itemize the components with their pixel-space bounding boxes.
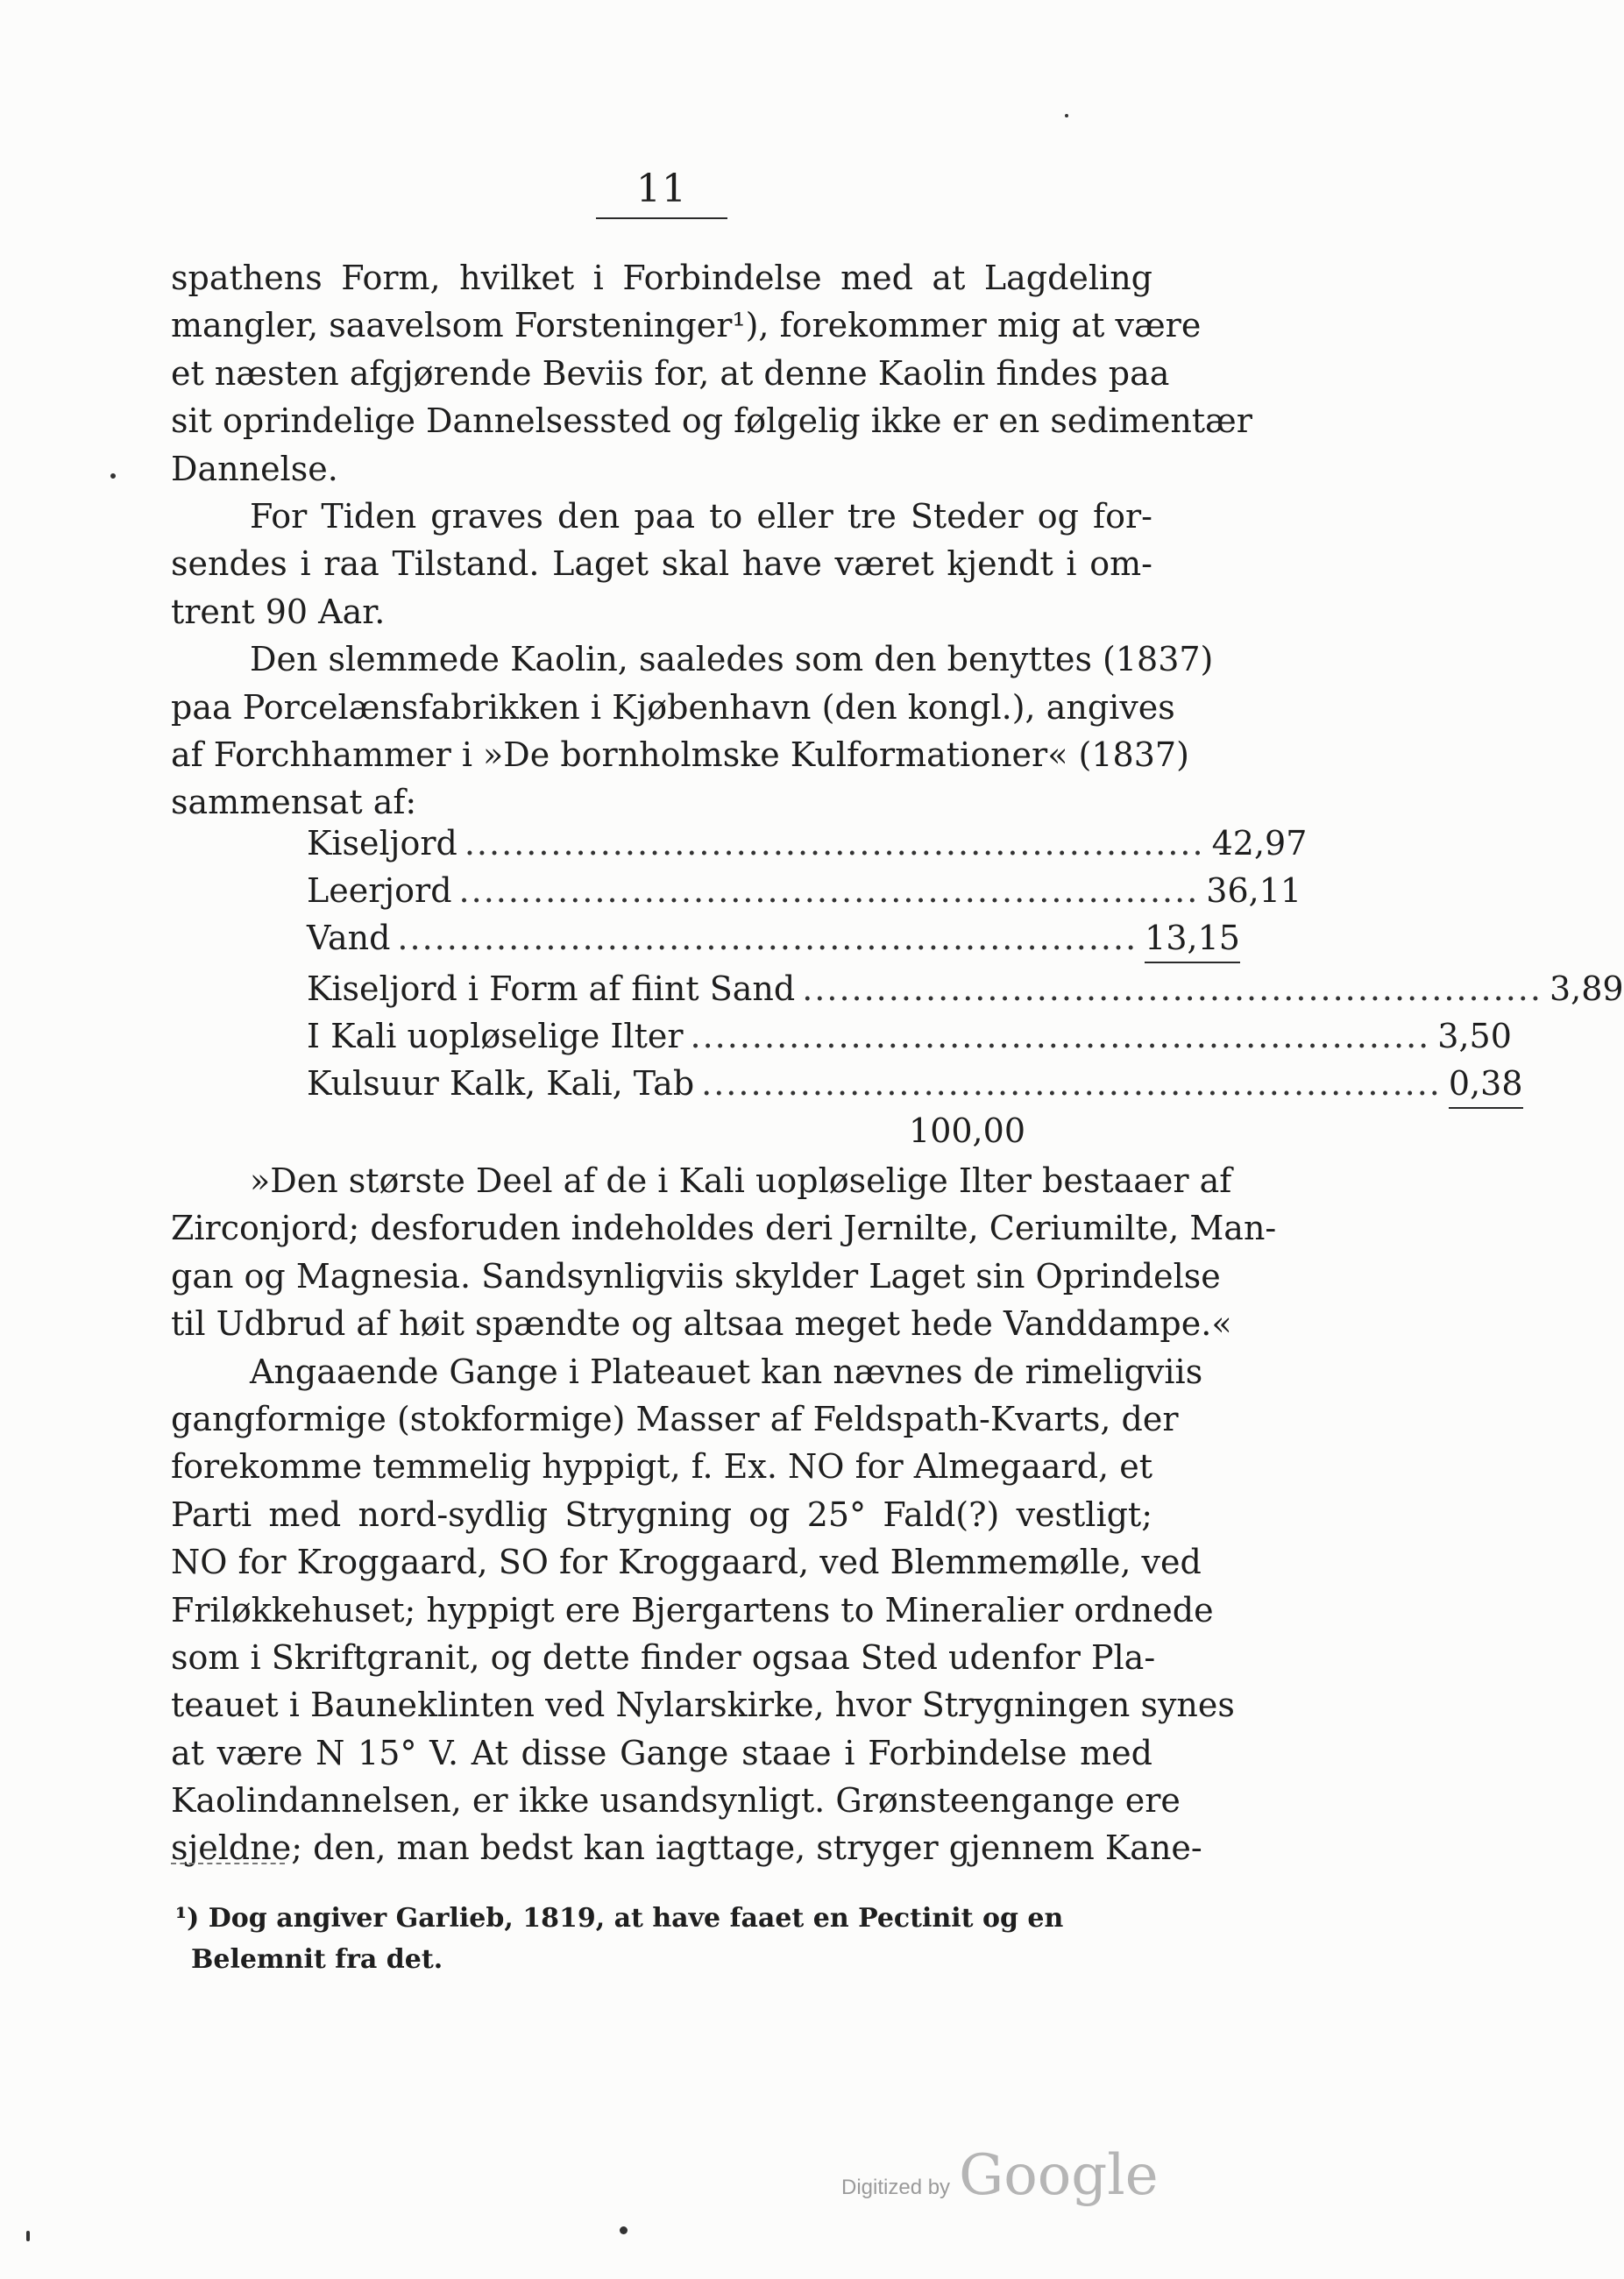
- composition-row: [307, 1060, 1523, 1107]
- text-line: at være N 15° V. At disse Gange staae i Forbindelse med: [171, 1733, 1152, 1772]
- text-line: For Tiden graves den paa to eller tre Steder og for-: [250, 496, 1152, 536]
- composition-row: [307, 867, 1302, 914]
- composition-value: 13,15: [1145, 914, 1240, 963]
- text-line: gan og Magnesia. Sandsynligviis skylder Laget sin Oprindelse: [171, 1256, 1221, 1296]
- text-line: spathens Form, hvilket i Forbindelse med at Lagdeling: [171, 259, 1152, 297]
- scan-speck: [620, 2226, 628, 2234]
- leader-dots: ............................................................: [397, 919, 1138, 957]
- google-logo: Google: [959, 2143, 1159, 2208]
- composition-value-underlined: [1145, 914, 1240, 963]
- composition-row: [307, 914, 1240, 962]
- composition-total-row: [307, 1107, 1025, 1154]
- text-line: Parti med nord-sydlig Strygning og 25° Fald(?) vestligt;: [171, 1494, 1152, 1534]
- composition-value: 3,50: [1437, 1017, 1512, 1055]
- text-line: Kaolindannelsen, er ikke usandsynligt. Grønsteengange ere: [171, 1781, 1181, 1821]
- leader-dots: ............................................................: [458, 871, 1200, 910]
- leader-dots: ............................................................: [802, 969, 1542, 1008]
- scan-speck: [1065, 114, 1068, 117]
- scan-speck: [110, 473, 116, 479]
- text-line: et næsten afgjørende Beviis for, at denne Kaolin findes paa: [171, 353, 1170, 393]
- text-line: forekomme temmelig hyppigt, f. Ex. NO for Almegaard, et: [171, 1447, 1152, 1487]
- text-line: sjeldne; den, man bedst kan iagttage, stryger gjennem Kane-: [171, 1828, 1202, 1868]
- text-line: trent 90 Aar.: [171, 592, 386, 631]
- composition-label: Kiseljord i Form af fiint Sand: [307, 969, 796, 1008]
- composition-label: I Kali uopløselige Ilter: [307, 1017, 684, 1055]
- composition-value: 0,38: [1449, 1060, 1523, 1109]
- leader-dots: ............................................................: [701, 1064, 1442, 1103]
- scan-speck: [26, 2231, 30, 2241]
- footnote-line: Belemnit fra det.: [191, 1944, 443, 1975]
- text-line: Zirconjord; desforuden indeholdes deri Jernilte, Ceriumilte, Man-: [171, 1209, 1277, 1248]
- composition-total: 100,00: [909, 1111, 1025, 1150]
- text-line: af Forchhammer i »De bornholmske Kulformationer« (1837): [171, 735, 1189, 774]
- composition-label: Kulsuur Kalk, Kali, Tab: [307, 1064, 695, 1103]
- body-text-top: [171, 254, 1252, 827]
- text-line: sendes i raa Tilstand. Laget skal have været kjendt i om-: [171, 544, 1152, 584]
- text-line: som i Skriftgranit, og dette finder ogsaa Sted udenfor Pla-: [171, 1637, 1156, 1677]
- composition-value: 42,97: [1211, 824, 1308, 863]
- text-line: sammensat af:: [171, 783, 417, 822]
- composition-row: [307, 965, 1624, 1012]
- text-line: »Den største Deel af de i Kali uopløselige Ilter bestaaer af: [250, 1161, 1232, 1200]
- leader-dots: ............................................................: [690, 1017, 1431, 1055]
- leader-dots: ............................................................: [464, 824, 1205, 863]
- composition-label: Vand: [307, 919, 391, 957]
- text-line: mangler, saavelsom Forsteninger¹), forekommer mig at være: [171, 306, 1202, 345]
- footnote: [175, 1898, 1148, 1980]
- text-line: Friløkkehuset; hyppigt ere Bjergartens to Mineralier ordnede: [171, 1590, 1214, 1629]
- text-line: gangformige (stokformige) Masser af Feldspath-Kvarts, der: [171, 1399, 1179, 1438]
- text-line: Dannelse.: [171, 449, 338, 488]
- body-text-bottom: [171, 1157, 1277, 1872]
- composition-label: Kiseljord: [307, 824, 457, 863]
- text-line: Den slemmede Kaolin, saaledes som den benyttes (1837): [250, 640, 1214, 679]
- footnote-line: ¹) Dog angiver Garlieb, 1819, at have faaet en Pectinit og en: [175, 1903, 1064, 1934]
- text-line: NO for Kroggaard, SO for Kroggaard, ved Blemmemølle, ved: [171, 1543, 1202, 1582]
- text-line: sit oprindelige Dannelsessted og følgelig ikke er en sedimentær: [171, 401, 1252, 441]
- composition-value: 36,11: [1206, 871, 1302, 910]
- text-line: til Udbrud af høit spændte og altsaa meget hede Vanddampe.«: [171, 1304, 1232, 1344]
- page-number-rule: [596, 217, 727, 219]
- page-number: 11: [636, 167, 687, 211]
- composition-row: [307, 1012, 1512, 1060]
- composition-value: 3,89: [1549, 969, 1624, 1008]
- text-line: Angaaende Gange i Plateauet kan nævnes de rimeligviis: [250, 1352, 1203, 1391]
- composition-table: [307, 820, 1624, 1154]
- composition-label: Leerjord: [307, 871, 452, 910]
- digitized-watermark: [841, 2143, 1159, 2208]
- footnote-rule: [171, 1863, 285, 1864]
- text-line: teauet i Bauneklinten ved Nylarskirke, hvor Strygningen synes: [171, 1686, 1235, 1725]
- watermark-prefix: Digitized by: [841, 2176, 951, 2199]
- composition-row: [307, 820, 1308, 867]
- composition-value-underlined: [1449, 1060, 1523, 1109]
- text-line: paa Porcelænsfabrikken i Kjøbenhavn (den kongl.), angives: [171, 687, 1175, 727]
